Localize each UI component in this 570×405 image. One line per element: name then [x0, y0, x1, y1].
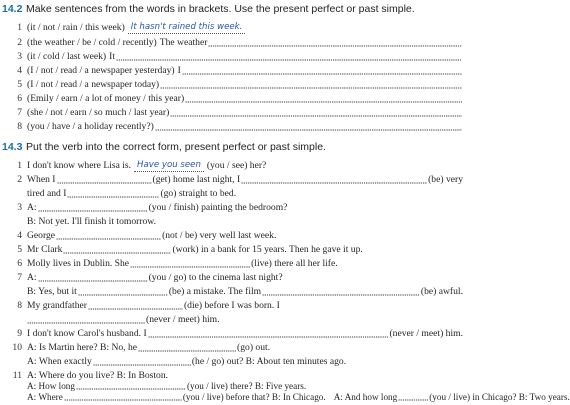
ex2-item: 7 A: (you / go) to the cinema last night? — [17, 272, 283, 283]
answer-blank[interactable] — [160, 87, 462, 89]
ex2-item: 9 I don't know Carol's husband. I (never / meet) him. — [17, 328, 463, 339]
answer-blank[interactable] — [185, 101, 462, 103]
answer-blank[interactable] — [93, 364, 191, 366]
handwritten-answer: It hasn't rained this week. — [128, 22, 246, 34]
exercise-instruction: Put the verb into the correct form, present perfect or past simple. — [26, 141, 326, 153]
answer-blank[interactable] — [63, 252, 171, 254]
answer-blank[interactable] — [208, 45, 462, 47]
ex2-item-cont: A: How long (you / live) there? B: Five years. — [27, 381, 307, 391]
answer-blank[interactable] — [64, 399, 182, 401]
exercise-number: 14.2 — [2, 3, 23, 15]
ex2-item: 3 A: (you / finish) painting the bedroom? — [17, 202, 288, 213]
answer-blank[interactable] — [88, 308, 183, 310]
ex2-item: 5 Mr Clark (work) in a bank for 15 years. Then he gave it up. — [17, 244, 363, 255]
ex2-item-cont: (never / meet) him. — [27, 314, 463, 326]
answer-blank[interactable] — [116, 59, 462, 61]
exercise-14-3-heading — [2, 141, 326, 154]
ex1-item: 4 (I / not / read / a newspaper yesterday) I — [8, 65, 463, 77]
ex2-item: 1 I don't know where Lisa is. Have you seen (you / see) her? — [17, 160, 267, 171]
answer-blank[interactable] — [262, 294, 420, 296]
exercise-14-2-heading — [2, 3, 415, 16]
ex2-item-cont: A: When exactly (he / go) out? B: About ten minutes ago. — [27, 356, 347, 367]
answer-blank[interactable] — [38, 210, 148, 212]
answer-blank[interactable] — [38, 280, 148, 282]
ex2-item-cont: tired and I (go) straight to bed. — [27, 188, 237, 199]
answer-blank[interactable] — [155, 129, 462, 131]
answer-blank[interactable] — [241, 182, 427, 184]
answer-blank[interactable] — [56, 238, 161, 240]
ex2-item: 4 George (not / be) very well last week. — [17, 230, 277, 241]
ex2-item: 11 A: Where do you live? B: In Boston. — [12, 370, 169, 381]
ex2-item: 2 When I (get) home last night, I (be) very — [17, 174, 463, 185]
ex2-item: 8 My grandfather (die) before I was born. I — [17, 300, 280, 311]
ex1-item: 1 (it / not / rain / this week) It hasn't rained this week. — [8, 22, 463, 34]
answer-blank[interactable] — [67, 196, 159, 198]
exercise-number: 14.3 — [2, 141, 23, 153]
exercise-instruction: Make sentences from the words in brackets. Use the present perfect or past simple. — [26, 3, 415, 15]
ex2-item-cont: A: Where (you / live) before that? B: In Chicago. A: And how long (you / live) in Chicago? B: Two years. — [27, 392, 570, 402]
ex2-item: 10 A: Is Martin here? B: No, he (go) out. — [12, 342, 271, 353]
ex2-item: 6 Molly lives in Dublin. She (live) there all her life. — [17, 258, 338, 269]
ex2-item-cont: B: Not yet. I'll finish it tomorrow. — [27, 216, 157, 227]
answer-blank[interactable] — [57, 182, 152, 184]
ex1-item: 5 (I / not / read / a newspaper today) — [8, 79, 463, 91]
answer-blank[interactable] — [27, 322, 145, 324]
handwritten-answer: Have you seen — [134, 160, 204, 172]
answer-blank[interactable] — [148, 336, 389, 338]
answer-blank[interactable] — [170, 115, 462, 117]
answer-blank[interactable] — [130, 266, 250, 268]
ex1-item: 8 (you / have / a holiday recently?) — [8, 121, 463, 133]
answer-blank[interactable] — [182, 73, 462, 75]
answer-blank[interactable] — [78, 294, 168, 296]
answer-blank[interactable] — [398, 399, 428, 401]
answer-blank[interactable] — [138, 350, 236, 352]
ex1-item: 2 (the weather / be / cold / recently) The weather — [8, 37, 463, 49]
ex2-item-cont: B: Yes, but it (be) a mistake. The film (be) awful. — [27, 286, 463, 297]
ex1-item: 6 (Emily / earn / a lot of money / this year) — [8, 93, 463, 105]
ex1-item: 7 (she / not / earn / so much / last year) — [8, 107, 463, 119]
answer-blank[interactable] — [76, 388, 186, 390]
ex1-item: 3 (it / cold / last week) It — [8, 51, 463, 63]
